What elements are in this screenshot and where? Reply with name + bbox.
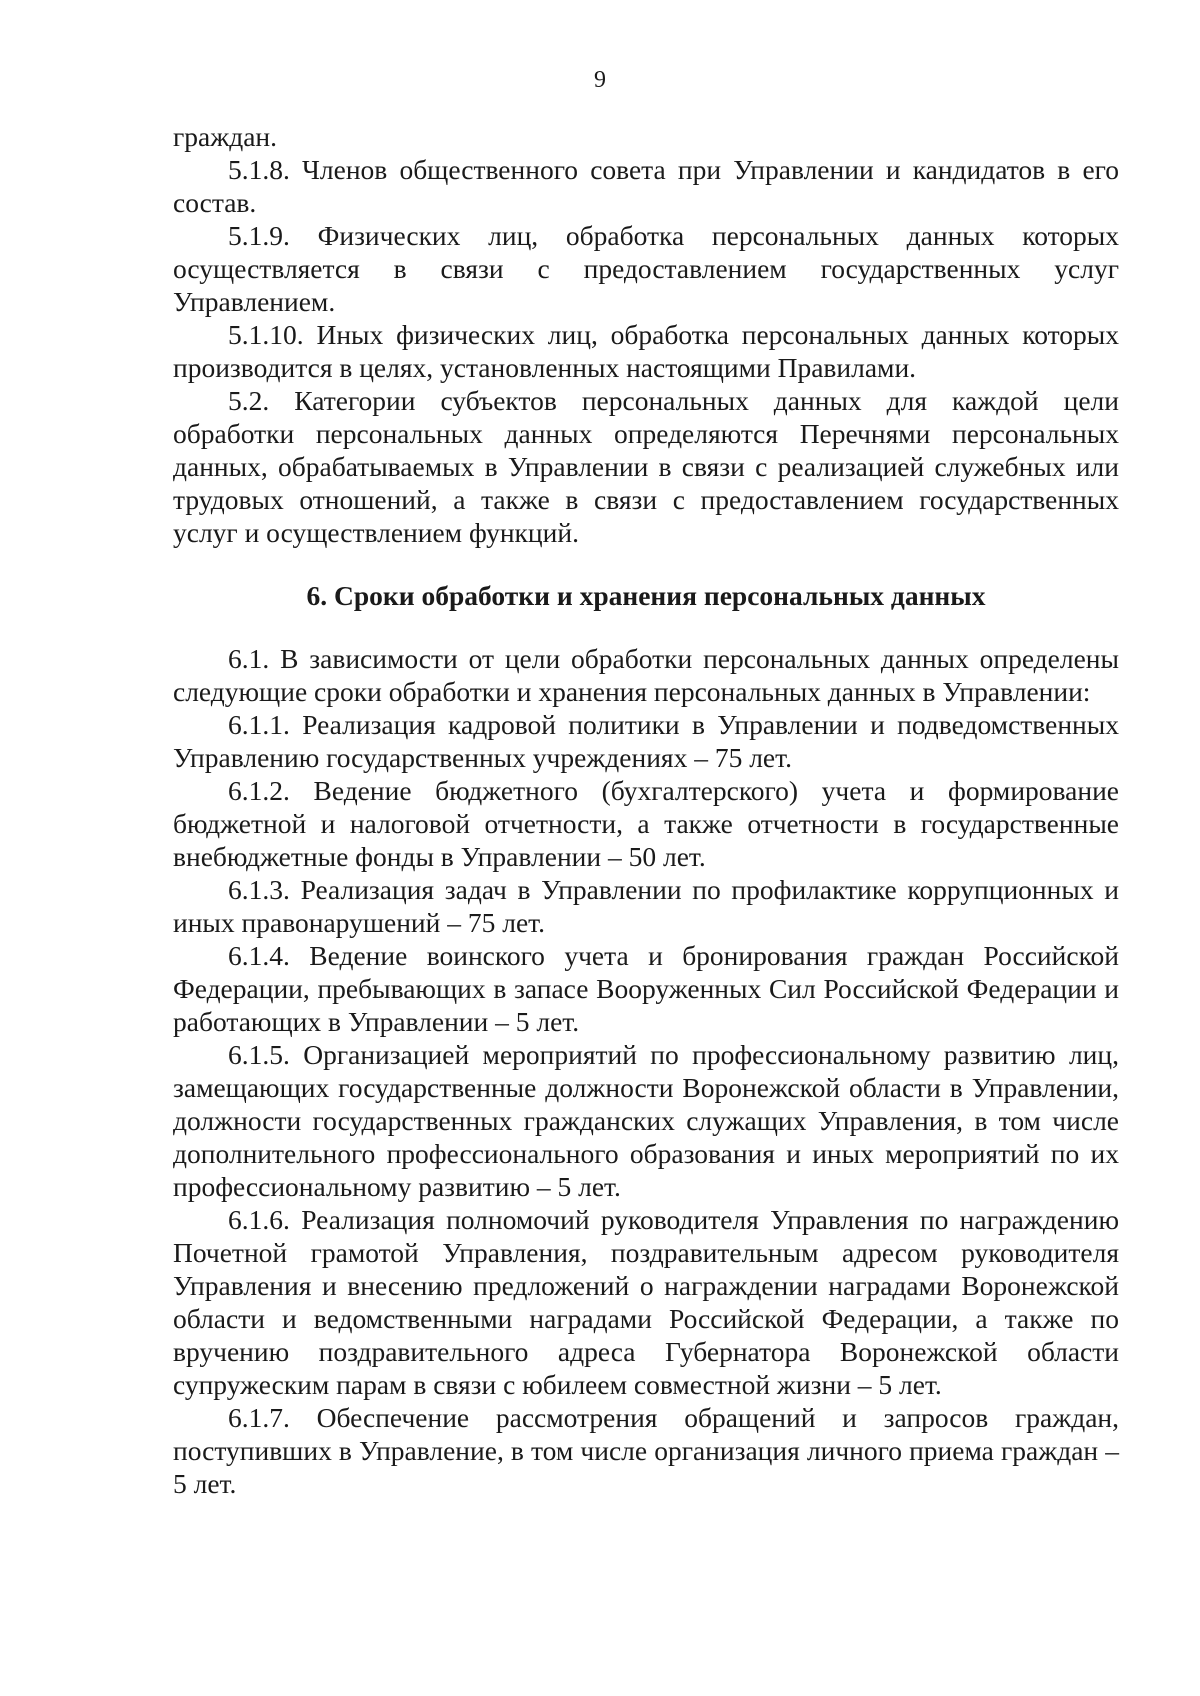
paragraph-6-1-1: 6.1.1. Реализация кадровой политики в Управлении и подведомственных Управлению государственных учреждениях – 75 лет. (173, 709, 1119, 773)
page-number: 9 (594, 67, 606, 93)
paragraph-continuation: граждан. (173, 121, 278, 152)
paragraph-6-1-4: 6.1.4. Ведение воинского учета и бронирования граждан Российской Федерации, пребывающих в запасе Вооруженных Сил Российской Федерации и работающих в Управлении – 5 лет. (173, 940, 1119, 1037)
paragraph-6-1-5: 6.1.5. Организацией мероприятий по профессиональному развитию лиц, замещающих государственные должности Воронежской области в Управлении, должности государственных гражданских служащих Управления, в том числе дополнительного профессионального образования и иных мероприятий по их профессиональному развитию – 5 лет. (173, 1039, 1119, 1202)
paragraph-6-1: 6.1. В зависимости от цели обработки персональных данных определены следующие сроки обработки и хранения персональных данных в Управлении: (173, 643, 1119, 707)
paragraph-5-2: 5.2. Категории субъектов персональных данных для каждой цели обработки персональных данных определяются Перечнями персональных данных, обрабатываемых в Управлении в связи с реализацией служебных или трудовых отношений, а также в связи с предоставлением государственных услуг и осуществлением функций. (173, 385, 1119, 548)
paragraph-6-1-6: 6.1.6. Реализация полномочий руководителя Управления по награждению Почетной грамотой Управления, поздравительным адресом руководителя Управления и внесению предложений о награждении наградами Воронежской области и ведомственными наградами Российской Федерации, а также по вручению поздравительного адреса Губернатора Воронежской области супружеским парам в связи с юбилеем совместной жизни – 5 лет. (173, 1204, 1119, 1400)
paragraph-6-1-7: 6.1.7. Обеспечение рассмотрения обращений и запросов граждан, поступивших в Управление, в том числе организация личного приема граждан – 5 лет. (173, 1402, 1119, 1499)
paragraph-5-1-8: 5.1.8. Членов общественного совета при Управлении и кандидатов в его состав. (173, 154, 1119, 218)
paragraph-5-1-9: 5.1.9. Физических лиц, обработка персональных данных которых осуществляется в связи с предоставлением государственных услуг Управлением. (173, 220, 1119, 317)
paragraph-6-1-2: 6.1.2. Ведение бюджетного (бухгалтерского) учета и формирование бюджетной и налоговой отчетности, а также отчетности в государственные внебюджетные фонды в Управлении – 50 лет. (173, 775, 1119, 872)
section-6-heading: 6. Сроки обработки и хранения персональных данных (306, 580, 986, 611)
paragraph-6-1-3: 6.1.3. Реализация задач в Управлении по профилактике коррупционных и иных правонарушений – 75 лет. (173, 874, 1119, 938)
document-body (173, 120, 1119, 1500)
paragraph-5-1-10: 5.1.10. Иных физических лиц, обработка персональных данных которых производится в целях, установленных настоящими Правилами. (173, 319, 1119, 383)
